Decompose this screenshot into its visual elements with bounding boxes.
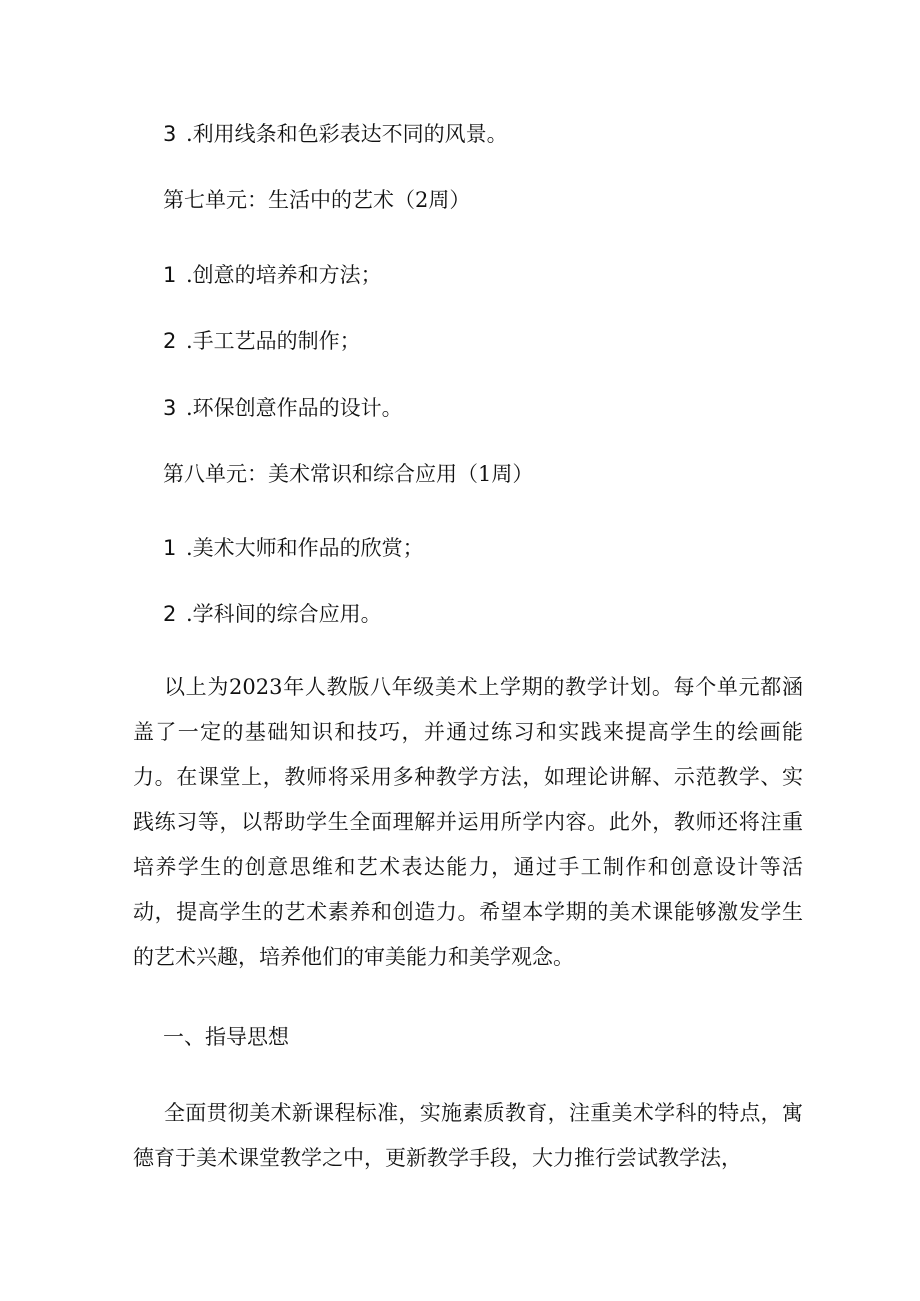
list-item-text: .手工艺品的制作；: [186, 329, 361, 353]
list-item-number: 2: [163, 329, 177, 353]
list-item-text: .利用线条和色彩表达不同的风景。: [186, 122, 508, 146]
list-item: [163, 599, 382, 629]
list-item: [163, 326, 361, 356]
list-item-text: .环保创意作品的设计。: [186, 396, 403, 420]
unit-seven-heading: [163, 185, 470, 215]
list-item-text: .学科间的综合应用。: [186, 602, 382, 626]
list-item-text: .创意的培养和方法；: [186, 263, 382, 287]
list-item-number: 1: [163, 536, 177, 560]
list-item: [163, 393, 403, 423]
unit-heading-text: 第七单元：生活中的艺术（2周）: [163, 188, 471, 212]
list-item-number: 2: [163, 602, 177, 626]
list-item-text: .美术大师和作品的欣赏；: [186, 536, 424, 560]
list-item-number: 3: [163, 122, 177, 146]
guiding-paragraph: 全面贯彻美术新课程标准，实施素质教育，注重美术学科的特点，寓德育于美术课堂教学之中，更新教学手段，大力推行尝试教学法，: [133, 1101, 803, 1170]
list-item-number: 3: [163, 396, 177, 420]
list-item-number: 1: [163, 263, 177, 287]
section-heading: [163, 1022, 289, 1052]
list-item: [163, 533, 424, 563]
summary-paragraph: 以上为2023年人教版八年级美术上学期的教学计划。每个单元都涵盖了一定的基础知识和技巧，并通过练习和实践来提高学生的绘画能力。在课堂上，教师将采用多种教学方法，如理论讲解、示范教学、实践练习等，以帮助学生全面理解并运用所学内容。此外，教师还将注重培养学生的创意思维和艺术表达能力，通过手工制作和创意设计等活动，提高学生的艺术素养和创造力。希望本学期的美术课能够激发学生的艺术兴趣，培养他们的审美能力和美学观念。: [133, 675, 803, 969]
unit-heading-text: 第八单元：美术常识和综合应用（1周）: [163, 462, 534, 486]
list-item: [163, 119, 508, 149]
section-heading-text: 一、指导思想: [163, 1025, 289, 1049]
unit-eight-heading: [163, 459, 533, 489]
list-item: [163, 260, 382, 290]
